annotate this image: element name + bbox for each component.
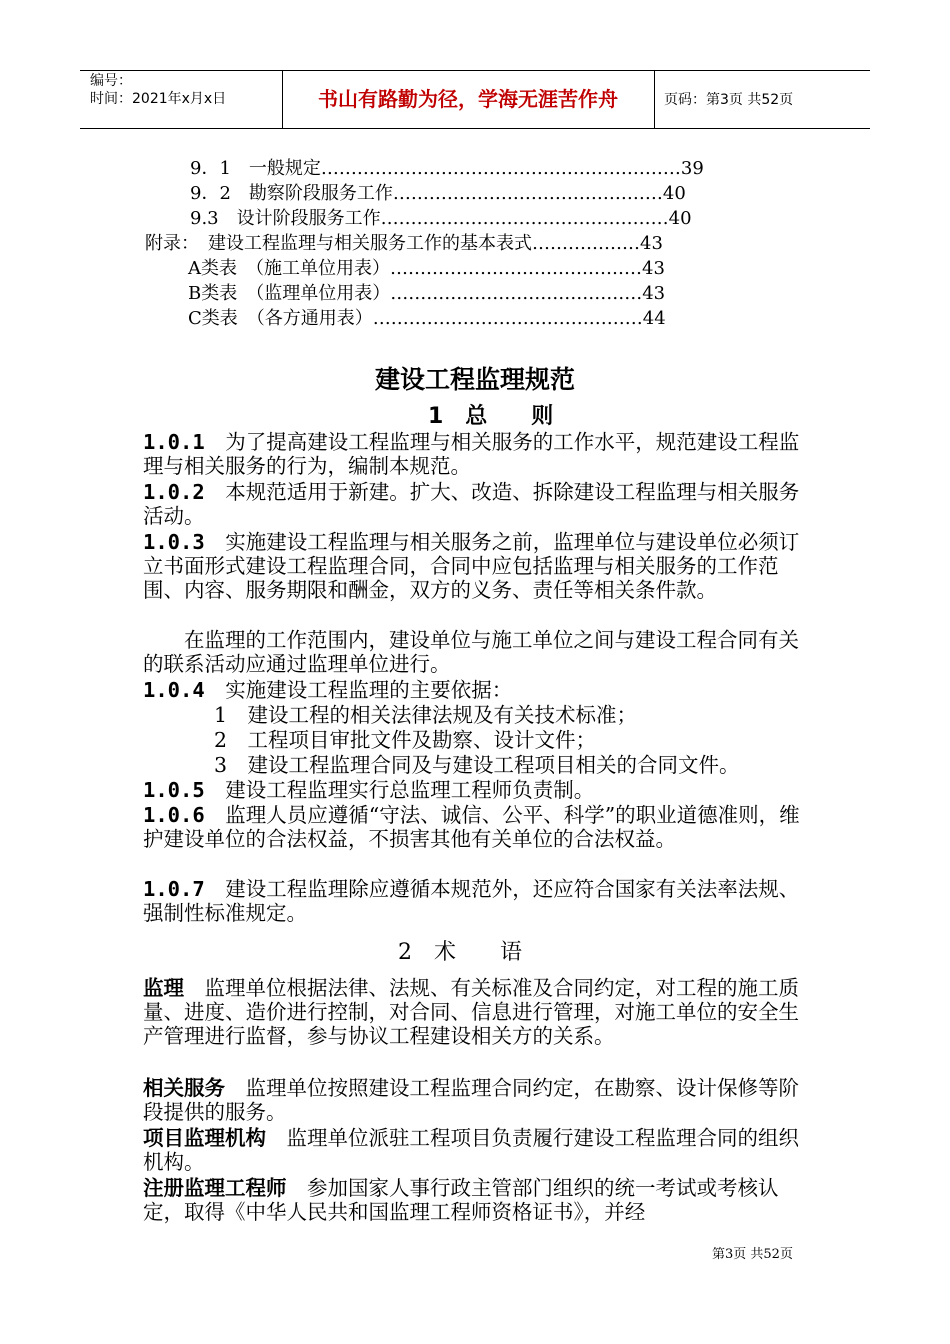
chapter-1-heading: 1 总 则 [428,404,554,429]
term-definition [143,976,813,1049]
clause-number: 1.0.5 [143,778,205,802]
clause-text: 本规范适用于新建。扩大、改造、拆除建设工程监理与相关服务活动。 [143,480,800,529]
header-motto: 书山有路勤为径，学海无涯苦作舟 [318,87,618,111]
toc-leader: …………………………………………………… [320,158,681,179]
list-item [214,728,824,752]
toc-leader: ………………………………………… [380,208,669,229]
term-text: 监理单位派驻工程项目负责履行建设工程监理合同的组织机构。 [143,1126,799,1175]
toc-item [188,256,665,281]
toc-leader: ……………… [532,233,640,254]
term-name: 监理 [143,976,184,1000]
toc-item [190,156,704,181]
chapter-2-heading: 2 术 语 [398,940,522,965]
clause [143,430,813,478]
toc-page: 43 [642,258,665,279]
term-name: 相关服务 [143,1076,225,1100]
toc-item [145,231,663,256]
toc-page: 43 [640,233,663,254]
page-footer: 第3页 共52页 [712,1247,793,1262]
clause [143,480,813,528]
toc-item [188,281,665,306]
toc-leader: …………………………………… [390,283,643,304]
term-definition [143,1076,813,1124]
list-item [214,703,824,727]
clause-number: 1.0.7 [143,877,205,901]
toc-leader: ……………………………………… [372,308,643,329]
toc-page: 44 [642,308,666,329]
toc-page: 40 [662,183,686,204]
clause-paragraph [143,628,813,676]
clause-number: 1.0.6 [143,803,205,827]
term-name: 注册监理工程师 [143,1176,287,1200]
document-title: 建设工程监理规范 [374,365,575,394]
clause-text: 监理人员应遵循“守法、诚信、公平、科学”的职业道德准则，维护建设单位的合法权益，不损害其他有关单位的合法权益。 [143,803,800,852]
clause-text: 在监理的工作范围内，建设单位与施工单位之间与建设工程合同有关的联系活动应通过监理单位进行。 [143,628,799,677]
term-definition [143,1126,813,1174]
clause-number: 1.0.1 [143,430,205,454]
toc-leader: ……………………………………… [392,183,663,204]
toc-page: 39 [680,158,704,179]
toc-item [190,206,692,231]
toc-leader: …………………………………… [390,258,642,279]
clause-text: 2 工程项目审批文件及勘察、设计文件； [214,728,597,752]
term-definition [143,1176,813,1224]
clause-text: 3 建设工程监理合同及与建设工程项目相关的合同文件。 [214,753,740,777]
header-page-label: 页码：第3页 共52页 [664,92,794,108]
toc-label: 9．1 一般规定 [190,158,321,179]
clause [143,778,813,802]
clause-number: 1.0.4 [143,678,205,702]
header-top-rule [80,70,870,71]
toc-label: 9．2 勘察阶段服务工作 [190,183,393,204]
list-item [214,753,824,777]
toc-label: 9.3 设计阶段服务工作 [190,208,381,229]
clause-text: 1 建设工程的相关法律法规及有关技术标准； [214,703,638,727]
clause-text: 实施建设工程监理与相关服务之前，监理单位与建设单位必须订立书面形式建设工程监理合同，合同中应包括监理与相关服务的工作范围、内容、服务期限和酬金，双方的义务、责任等相关条件款。 [143,530,800,603]
toc-page: 43 [642,283,666,304]
clause-number: 1.0.3 [143,530,205,554]
clause-text: 实施建设工程监理的主要依据： [225,678,513,702]
toc-label: A类表 （施工单位用表） [188,258,390,279]
toc-item [190,181,686,206]
term-name: 项目监理机构 [143,1126,266,1150]
clause [143,803,813,851]
clause [143,678,813,702]
header-bottom-rule [80,128,870,129]
toc-label: C类表 （各方通用表） [188,308,373,329]
toc-item [188,306,666,331]
toc-page: 40 [668,208,692,229]
clause [143,530,813,603]
clause-text: 建设工程监理除应遵循本规范外，还应符合国家有关法率法规、强制性标准规定。 [143,877,800,926]
term-text: 监理单位根据法律、法规、有关标准及合同约定，对工程的施工质量、进度、造价进行控制，对合同、信息进行管理，对施工单位的安全生产管理进行监督，参与协议工程建设相关方的关系。 [143,976,799,1049]
toc-label: 附录： 建设工程监理与相关服务工作的基本表式 [145,233,532,254]
header-time-label: 时间：2021年x月x日 [90,91,227,107]
term-text: 参加国家人事行政主管部门组织的统一考试或考核认定，取得《中华人民共和国监理工程师资格证书》，并经 [143,1176,779,1225]
header-number-label: 编号： [90,73,132,89]
clause-text: 为了提高建设工程监理与相关服务的工作水平，规范建设工程监理与相关服务的行为，编制本规范。 [143,430,800,479]
clause-text: 建设工程监理实行总监理工程师负责制。 [225,778,595,802]
toc-label: B类表 （监理单位用表） [188,283,391,304]
clause [143,877,813,925]
clause-number: 1.0.2 [143,480,205,504]
header-divider-right [654,70,655,128]
term-text: 监理单位按照建设工程监理合同约定，在勘察、设计保修等阶段提供的服务。 [143,1076,799,1125]
